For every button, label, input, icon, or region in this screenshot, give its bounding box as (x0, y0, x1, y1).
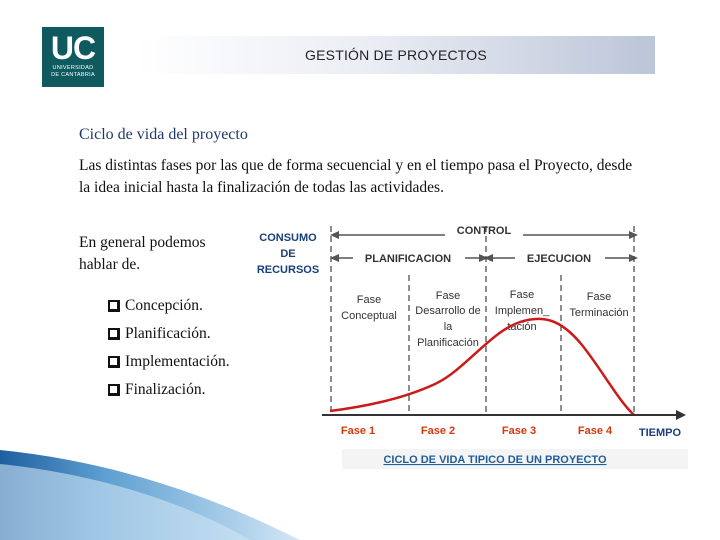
planificacion-label: PLANIFICACION (364, 253, 452, 265)
slide-title: GESTIÓN DE PROYECTOS (305, 47, 487, 63)
resource-label-line-2: DE (280, 248, 296, 260)
bullet-item (108, 376, 230, 404)
phase-box-text: Fase (509, 289, 535, 301)
phase-box-text: Fase (586, 291, 612, 303)
ejecucion-label: EJECUCION (526, 253, 592, 265)
bullet-item (108, 348, 230, 376)
logo-initials: UC (50, 30, 96, 66)
phase-label: Fase 2 (420, 425, 456, 437)
phase-box-text: la (443, 321, 453, 333)
phase-label: Fase 3 (501, 425, 537, 437)
phase-box-text: Implemen_ (494, 305, 550, 317)
intro-paragraph: Las distintas fases por las que de forma secuencial y en el tiempo pasa el Proyecto, desde la idea inicial hasta la finalización de todas las actividades. (79, 157, 633, 196)
phase-box-terminacion (569, 291, 628, 319)
general-text: En general podemos hablar de. (79, 234, 206, 273)
bullet-text: Planificación. (125, 325, 211, 342)
resource-curve (330, 319, 634, 415)
ejecucion-arrow-head-left (484, 254, 493, 262)
checkbox-bullet-icon (108, 300, 120, 312)
resource-label-line-3: RECURSOS (256, 264, 320, 276)
resource-label-line-1: CONSUMO (259, 232, 317, 244)
phase-box-text: Fase (435, 290, 461, 302)
phase-box-text: Fase (356, 294, 382, 306)
bullet-text: Finalización. (125, 381, 206, 398)
time-label: TIEMPO (638, 427, 682, 439)
diagram-caption: CICLO DE VIDA TIPICO DE UN PROYECTO (383, 454, 607, 466)
section-heading: Ciclo de vida del proyecto (79, 126, 248, 143)
bullet-item (108, 292, 230, 320)
phase-box-planificacion (415, 290, 480, 349)
phase-box-text: Planificación (417, 337, 479, 349)
phase-label: Fase 1 (340, 425, 376, 437)
project-life-cycle-diagram (240, 220, 700, 480)
checkbox-bullet-icon (108, 356, 120, 368)
uc-logo (42, 27, 104, 87)
control-label: CONTROL (456, 225, 512, 237)
logo-line-1: UNIVERSIDAD (52, 65, 94, 71)
phase-label: Fase 4 (577, 425, 613, 437)
bullet-text: Implementación. (125, 353, 230, 370)
phase-box-conceptual (341, 294, 397, 322)
bullet-item (108, 320, 230, 348)
time-axis-arrow-head (676, 410, 686, 420)
phase-bullet-list (108, 292, 230, 404)
decorative-swoosh (0, 450, 720, 540)
checkbox-bullet-icon (108, 328, 120, 340)
bullet-text: Concepción. (125, 297, 203, 314)
logo-line-2: DE CANTABRIA (51, 71, 95, 78)
phase-box-text: Terminación (569, 307, 629, 319)
phase-box-implementacion (495, 289, 550, 333)
phase-box-text: Conceptual (341, 310, 397, 322)
checkbox-bullet-icon (108, 384, 120, 396)
phase-box-text: tación (507, 321, 537, 333)
phase-box-text: Desarrollo de (415, 305, 481, 317)
title-banner (137, 36, 655, 74)
